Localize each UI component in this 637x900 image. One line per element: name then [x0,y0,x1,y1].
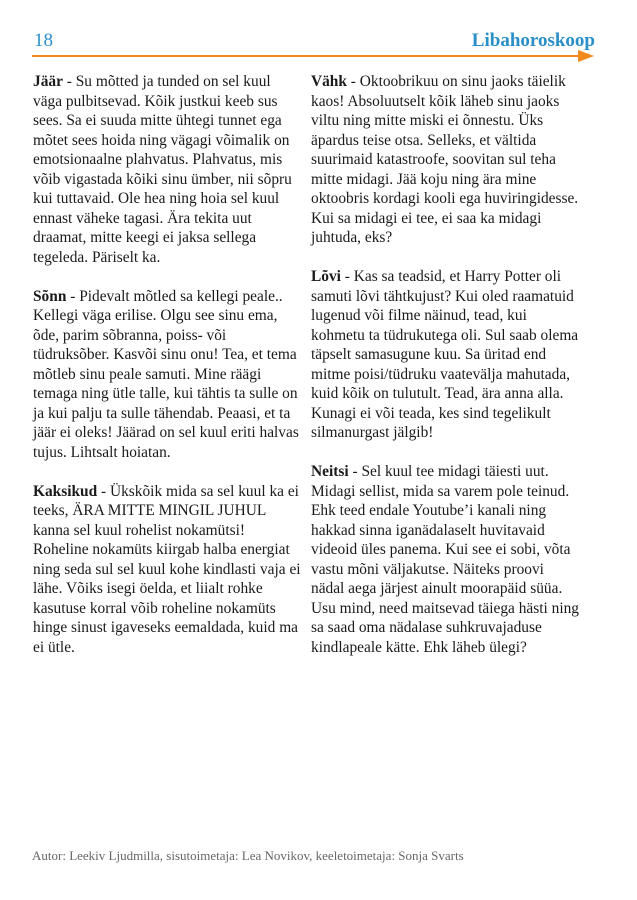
right-column [311,72,579,677]
header-rule [32,55,580,57]
entry-text: - Sel kuul tee midagi täiesti uut. Midagi sellist, mida sa varem pole teinud. Ehk teed endale Youtube’i kanali ning hakkad sinna iganädalaselt huvitavaid videoid üles panema. Kui see ei sobi, võta vastu mõni väljakutse. Näiteks proovi nädal aega järjest ainult moorapäid süüa. Usu mind, need maitsevad täiega hästi ning sa saad oma nädalase suhkruvajaduse kindlapeale kätte. Ehk läheb ülegi? [311,463,579,656]
entry-text: - Pidevalt mõtled sa kellegi peale.. Kellegi väga erilise. Olgu see sinu ema, õde, parim sõbranna, poiss- või tüdruksõber. Kasvõi sinu onu! Tea, et tema mõtleb sinu peale samuti. Mine räägi temaga ning ütle talle, kui tähtis ta sulle on ja kui palju ta sulle tähendab. Peaasi, et ta jäär ei oleks! Jäärad on sel kuul eriti halvas tujus. Lihtsalt hoiatan. [33,287,299,461]
horoscope-entry-lovi [311,267,579,443]
horoscope-entry-sonn [33,287,301,463]
horoscope-entry-kaksikud [33,482,301,658]
entry-text: - Kas sa teadsid, et Harry Potter oli samuti lõvi tähtkujust? Kui oled raamatuid lugenud või filme näinud, tead, kui kohmetu ta tüdrukutega oli. Sul saab olema täpselt samasugune kuu. Sa üritad end mitme poisi/tüdruku vaatevälja mahutada, kuid kõik on tulutult. Tead, ära anna alla. Kunagi ei või teada, kes sind tegelikult silmanurgast jälgib! [311,268,579,441]
header-arrow-icon [578,50,594,62]
sign-name: Vähk [311,73,347,90]
footer-credits: Autor: Leekiv Ljudmilla, sisutoimetaja: Lea Novikov, keeletoimetaja: Sonja Svarts [32,848,464,863]
sign-name: Sõnn [33,287,67,305]
horoscope-entry-vahk [311,72,579,248]
entry-text: - Oktoobrikuu on sinu jaoks täielik kaos! Absoluutselt kõik läheb sinu jaoks viltu ning mitte miski ei õnnestu. Üks äpardus teise otsa. Selleks, et vältida suurimaid katastroofe, soovitan sul teha mitte midagi. Jää koju ning ära mine oktoobris kordagi kooli ega huviringidesse. Kui sa midagi ei tee, ei saa ka midagi juhtuda, eks? [311,73,579,246]
entry-text: - Ükskõik mida sa sel kuul ka ei teeks, ÄRA MITTE MINGIL JUHUL kanna sel kuul rohelist nokamütsi! Roheline nokamüts kiirgab halba energiat ning seda sul sel kuul kohe kindlasti vaja ei lähe. Võiks isegi öelda, et liialt rohke kasutuse korral võib roheline nokamüts hinge sinust igaveseks eemaldada, kuid ma ei ütle. [33,482,301,656]
sign-name: Jäär [33,73,63,90]
sign-name: Kaksikud [33,482,98,500]
sign-name: Neitsi [311,463,349,480]
left-column [33,72,301,677]
horoscope-entry-jaar [33,72,301,267]
entry-text: - Su mõtted ja tunded on sel kuul väga pulbitsevad. Kõik justkui keeb sus sees. Sa ei suuda mitte ühtegi tunnet ega mõtet sees hoida ning vägagi võimalik on emotsionaalne plahvatus. Plahvatus, mis võib vigastada kõiki sinu ümber, nii sõpru kui tuttavaid. Ole hea ning hoia sel kuul ennast väheke tagasi. Ära tekita uut draamat, mitte keegi ei jaksa sellega tegeleda. Päriselt ka. [33,73,292,266]
page-number: 18 [34,30,53,51]
horoscope-entry-neitsi [311,462,579,657]
sign-name: Lõvi [311,268,341,285]
page-header-title: Libahoroskoop [471,30,595,51]
